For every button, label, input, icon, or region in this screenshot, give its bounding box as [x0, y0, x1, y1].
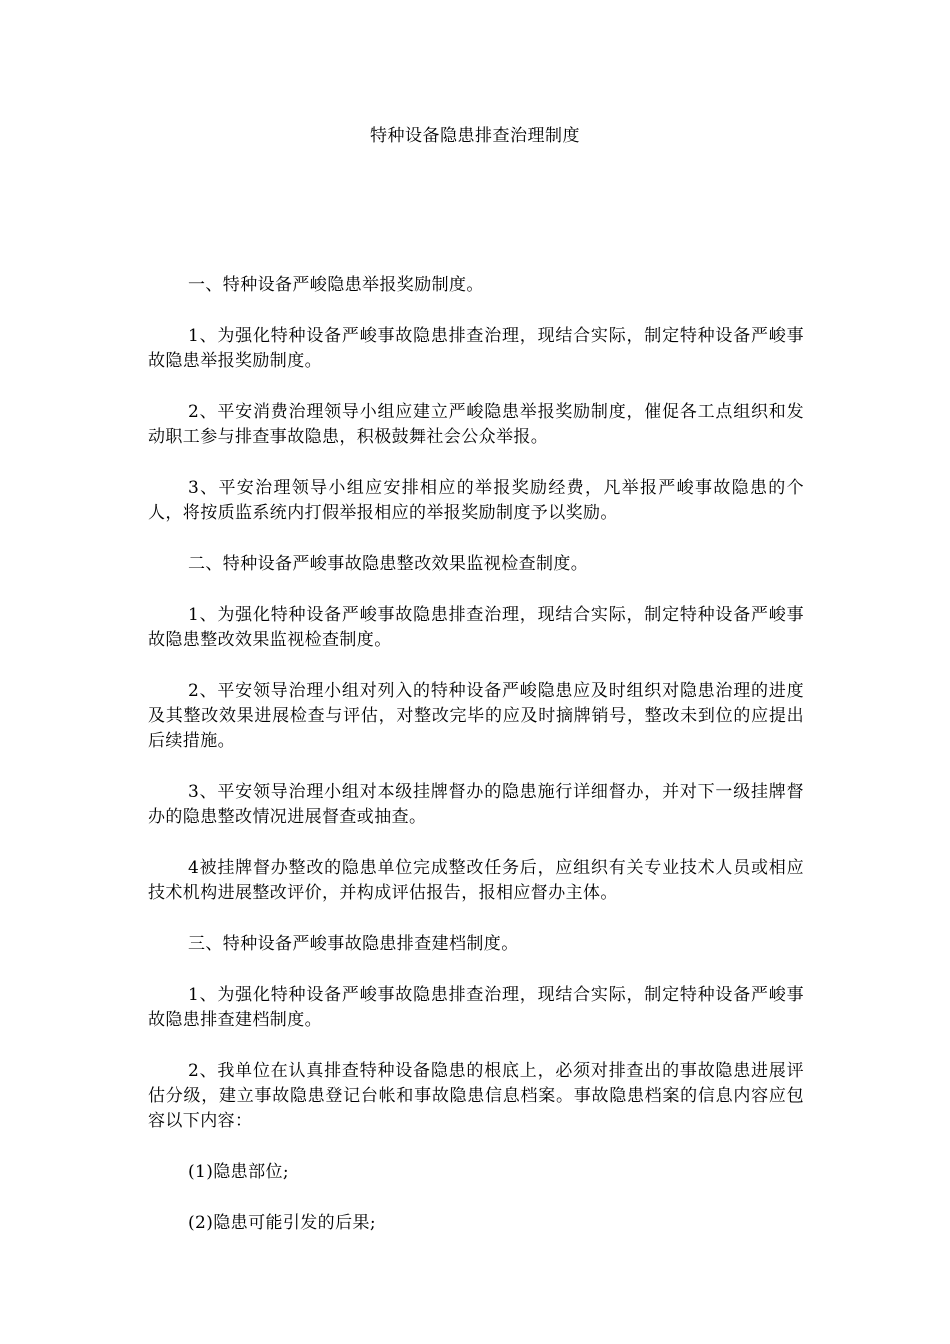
section-heading-1: 一、特种设备严峻隐患举报奖励制度。: [188, 275, 484, 295]
paragraph: 2、我单位在认真排查特种设备隐患的根底上，必须对排查出的事故隐患进展评估分级，建立事故隐患登记台帐和事故隐患信息档案。事故隐患档案的信息内容应包容以下内容：: [148, 1061, 804, 1131]
paragraph: 3、平安领导治理小组对本级挂牌督办的隐患施行详细督办，并对下一级挂牌督办的隐患整改情况进展督查或抽查。: [148, 782, 804, 827]
paragraph: 3、平安治理领导小组应安排相应的举报奖励经费，凡举报严峻事故隐患的个人，将按质监系统内打假举报相应的举报奖励制度予以奖励。: [148, 478, 804, 523]
section-heading-3: 三、特种设备严峻事故隐患排查建档制度。: [188, 934, 519, 954]
paragraph: 2、平安消费治理领导小组应建立严峻隐患举报奖励制度，催促各工点组织和发动职工参与排查事故隐患，积极鼓舞社会公众举报。: [148, 402, 804, 447]
paragraph: 4被挂牌督办整改的隐患单位完成整改任务后，应组织有关专业技术人员或相应技术机构进展整改评价，并构成评估报告，报相应督办主体。: [148, 858, 804, 903]
document-body: [148, 273, 804, 1262]
paragraph: 2、平安领导治理小组对列入的特种设备严峻隐患应及时组织对隐患治理的进度及其整改效果进展检查与评估，对整改完毕的应及时摘牌销号，整改未到位的应提出后续措施。: [148, 681, 804, 751]
document-title: 特种设备隐患排查治理制度: [370, 126, 580, 146]
paragraph: 1、为强化特种设备严峻事故隐患排查治理，现结合实际，制定特种设备严峻事故隐患举报奖励制度。: [148, 326, 804, 371]
list-item: (2)隐患可能引发的后果;: [188, 1213, 377, 1233]
list-item: (1)隐患部位;: [188, 1162, 290, 1182]
paragraph: 1、为强化特种设备严峻事故隐患排查治理，现结合实际，制定特种设备严峻事故隐患排查建档制度。: [148, 985, 804, 1030]
section-heading-2: 二、特种设备严峻事故隐患整改效果监视检查制度。: [188, 554, 589, 574]
paragraph: 1、为强化特种设备严峻事故隐患排查治理，现结合实际，制定特种设备严峻事故隐患整改效果监视检查制度。: [148, 605, 804, 650]
